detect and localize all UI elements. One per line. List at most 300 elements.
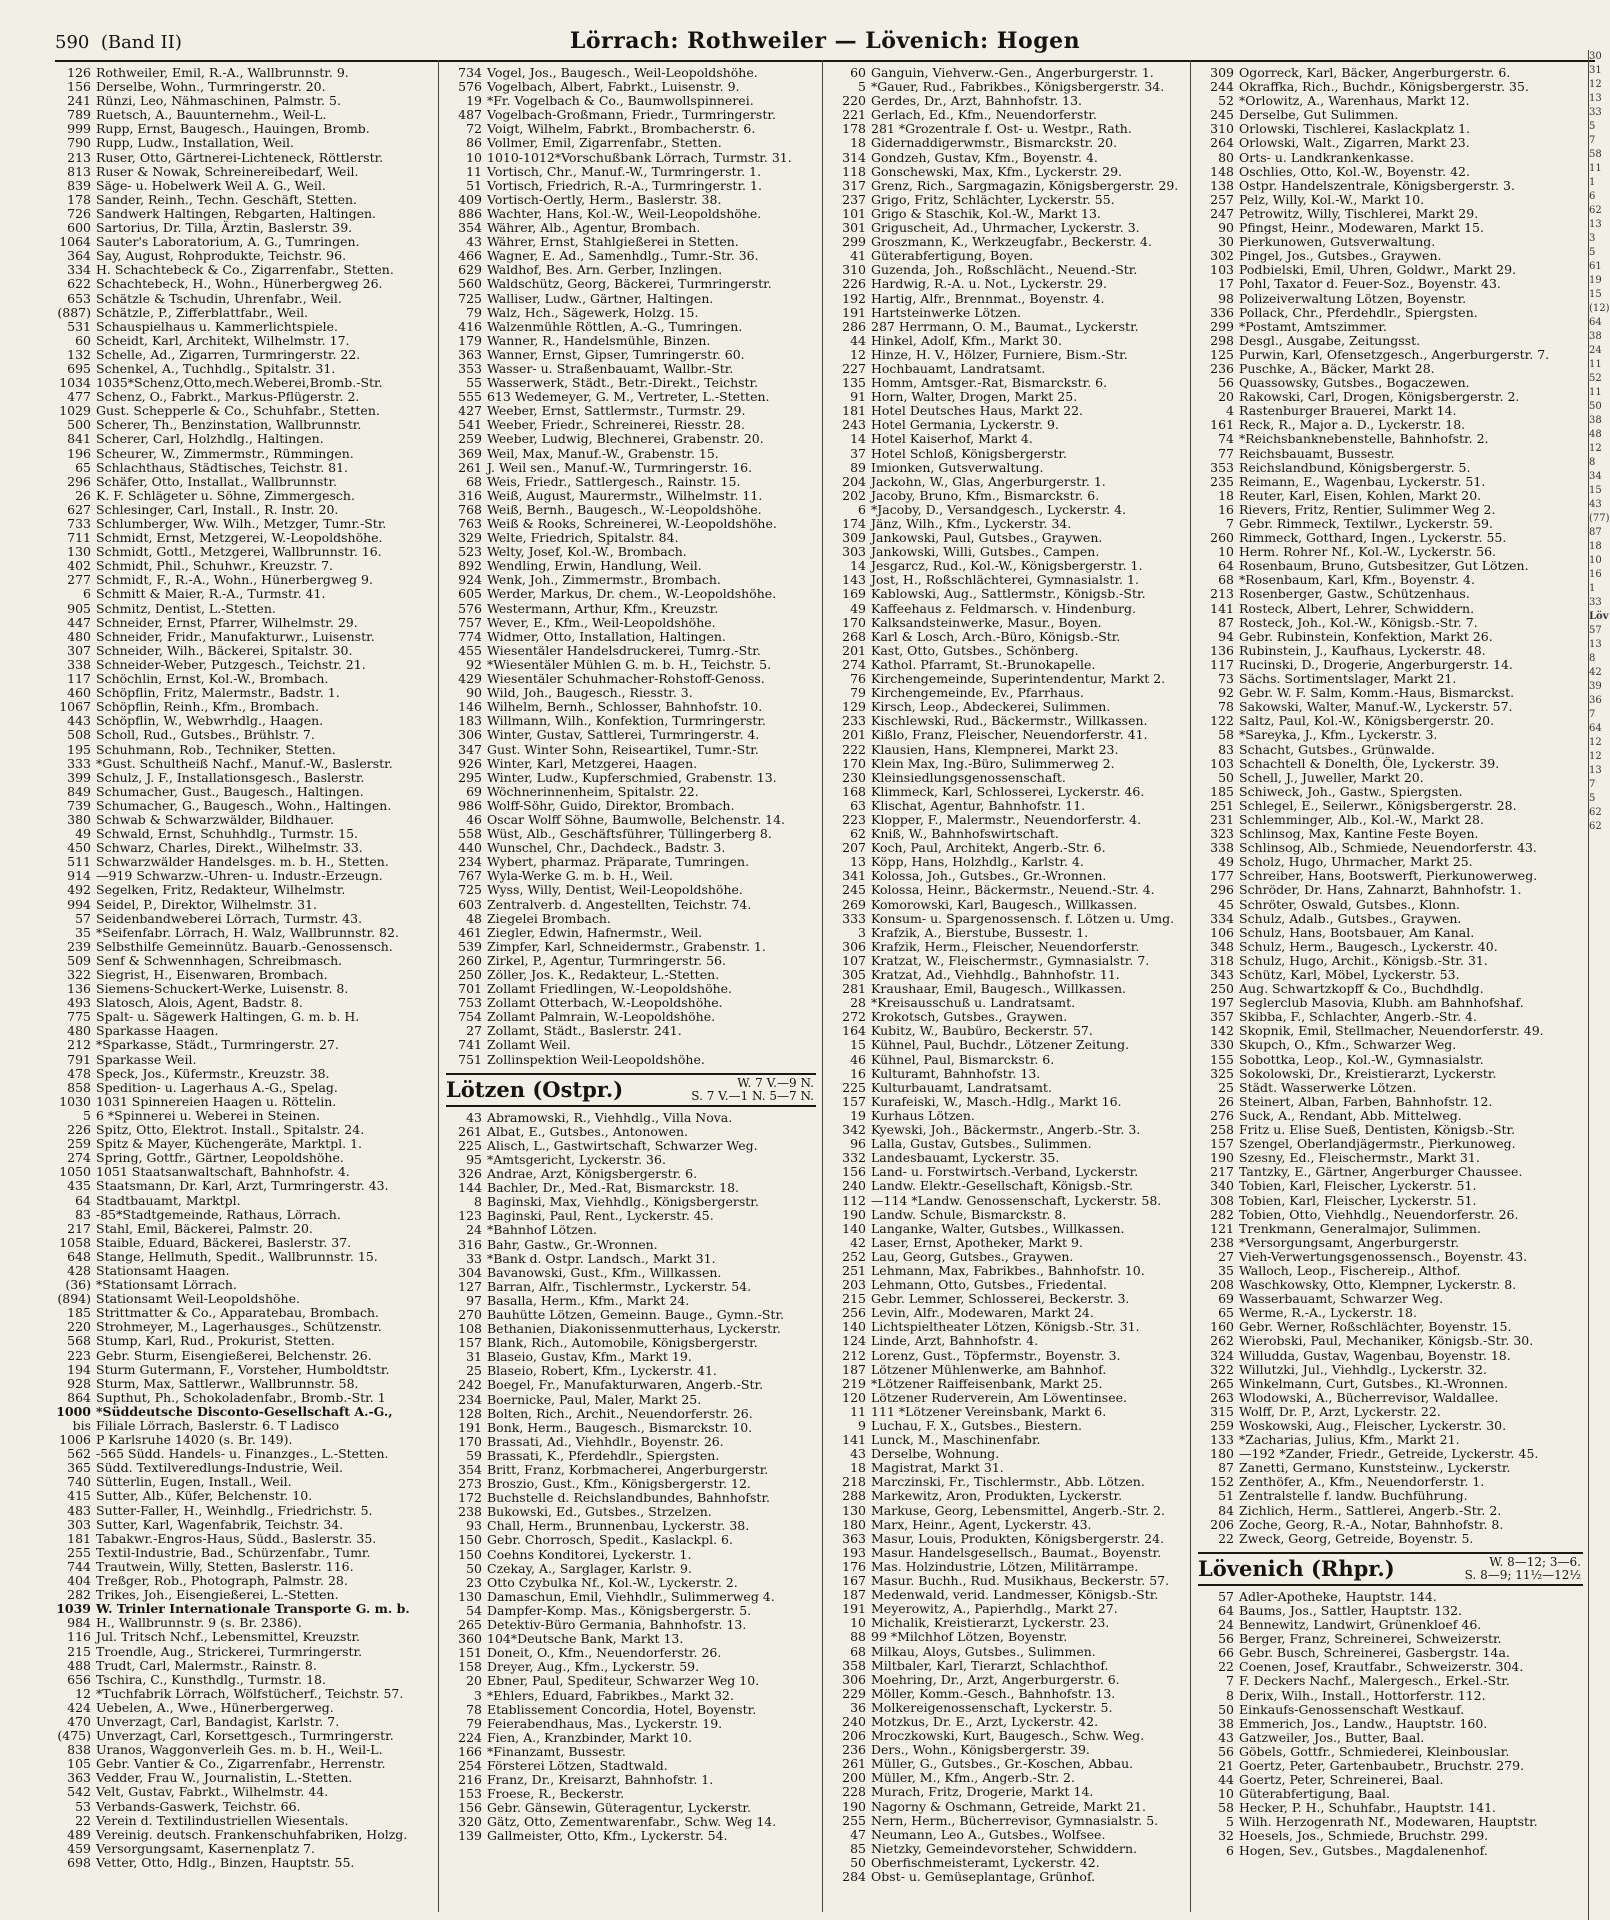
- subscriber-name: Kirsch, Leop., Abdeckerei, Sulimmen.: [871, 699, 1111, 715]
- phone-number: 197: [1210, 995, 1234, 1011]
- phone-number: 157: [1210, 1136, 1234, 1152]
- subscriber-name: Währer, Alb., Agentur, Brombach.: [487, 220, 701, 236]
- subscriber-name: Schreiber, Hans, Bootswerft, Pierkunowerweg.: [1239, 868, 1538, 884]
- phone-number: 332: [842, 1150, 866, 1166]
- directory-entry: [830, 728, 1185, 742]
- phone-number: 905: [67, 600, 91, 616]
- subscriber-name: Bonk, Herm., Baugesch., Bismarckstr. 10.: [487, 1419, 753, 1435]
- directory-entry: [446, 1167, 816, 1181]
- phone-number: 333: [67, 755, 91, 771]
- subscriber-name: Tabakwr.-Engros-Haus, Südd., Baslerstr. 35.: [96, 1530, 377, 1546]
- subscriber-name: Wanner, R., Handelsmühle, Binzen.: [487, 332, 711, 348]
- subscriber-name: Schmitt & Maier, R.-A., Turmstr. 41.: [96, 586, 326, 602]
- phone-number: 97: [466, 1292, 482, 1308]
- directory-entry: [1198, 1377, 1583, 1391]
- phone-number: 150: [458, 1546, 482, 1562]
- phone-number: 404: [67, 1573, 91, 1589]
- directory-entry: [446, 1646, 816, 1660]
- subscriber-name: Rosteck, Joh., Kol.-W., Königsb.-Str. 7.: [1239, 614, 1478, 630]
- phone-number: 250: [1210, 981, 1234, 997]
- subscriber-name: *Kreisausschuß u. Landratsamt.: [871, 995, 1076, 1011]
- subscriber-name: Wyla-Werke G. m. b. H., Weil.: [487, 868, 674, 884]
- directory-entry: [55, 771, 430, 785]
- phone-number: 68: [850, 1643, 866, 1659]
- directory-entry: [830, 1673, 1185, 1687]
- subscriber-name: Gebr. Sturm, Eisengießerei, Belchenstr. 26.: [96, 1347, 372, 1363]
- phone-number: 725: [458, 290, 482, 306]
- subscriber-name: Unverzagt, Carl, Korsettgesch., Turmringerstr.: [96, 1728, 394, 1744]
- directory-entry: [830, 165, 1185, 179]
- directory-entry: [830, 1151, 1185, 1165]
- edge-number: 8: [1589, 457, 1596, 468]
- subscriber-name: Kast, Otto, Gutsbes., Schönberg.: [871, 642, 1079, 658]
- directory-entry: [55, 940, 430, 954]
- column-4-entries: [1198, 66, 1583, 1546]
- phone-number: 303: [842, 544, 866, 560]
- subscriber-name: Uranos, Waggonverleih Ges. m. b. H., Weil-L.: [96, 1742, 383, 1758]
- phone-number: 260: [1210, 530, 1234, 546]
- subscriber-name: Weiß & Rooks, Schreinerei, W.-Leopoldshöhe.: [487, 516, 777, 531]
- subscriber-name: Hecker, P. H., Schuhfabr., Hauptstr. 141.: [1239, 1800, 1497, 1816]
- phone-number: 308: [1210, 1192, 1234, 1208]
- phone-number: 176: [842, 1558, 866, 1574]
- directory-entry: [830, 799, 1185, 813]
- subscriber-name: Masur. Handelsgesellsch., Baumat., Boyenstr.: [871, 1544, 1162, 1560]
- directory-entry: [55, 1659, 430, 1673]
- subscriber-name: *Tuchfabrik Lörrach, Wölfstücherf., Teichstr. 57.: [96, 1685, 404, 1701]
- subscriber-name: Uebelen, A., Wwe., Hünerbergerweg.: [96, 1699, 334, 1715]
- subscriber-name: Ruser & Nowak, Schreinereibedarf, Weil.: [96, 163, 359, 179]
- phone-number: 74: [1218, 431, 1234, 447]
- phone-number: 201: [842, 727, 866, 743]
- subscriber-name: Sander, Reinh., Techn. Geschäft, Stetten.: [96, 191, 358, 207]
- subscriber-name: Spitz, Otto, Elektrot. Install., Spitalstr. 24.: [96, 1122, 365, 1138]
- directory-entry: [1198, 1759, 1583, 1773]
- subscriber-name: Zentralstelle f. landw. Buchführung.: [1239, 1488, 1468, 1504]
- directory-entry: [1198, 1405, 1583, 1419]
- subscriber-name: Gonschewski, Max, Kfm., Lyckerstr. 29.: [871, 163, 1123, 179]
- subscriber-name: Dampfer-Komp. Mas., Königsbergerstr. 5.: [487, 1602, 752, 1618]
- phone-number: 336: [1210, 304, 1234, 320]
- subscriber-name: Molkereigenossenschaft, Lyckerstr. 5.: [871, 1699, 1113, 1715]
- directory-entry: [830, 320, 1185, 334]
- subscriber-name: Güterabfertigung, Baal.: [1239, 1786, 1391, 1802]
- subscriber-name: Nern, Herm., Bücherrevisor, Gymnasialstr. 5.: [871, 1812, 1159, 1828]
- edge-number: 24: [1589, 345, 1602, 356]
- phone-number: 733: [67, 516, 91, 531]
- phone-number: 317: [842, 177, 866, 193]
- subscriber-name: Weiß, August, Maurermstr., Wilhelmstr. 11.: [487, 487, 763, 503]
- directory-entry: [55, 263, 430, 277]
- directory-entry: [446, 447, 816, 461]
- subscriber-name: Kirchengemeinde, Superintendentur, Markt 2.: [871, 671, 1166, 687]
- phone-number: 221: [842, 107, 866, 123]
- phone-number: 164: [842, 1023, 866, 1039]
- subscriber-name: Vogel, Jos., Baugesch., Weil-Leopoldshöhe.: [487, 65, 758, 80]
- directory-entry: [446, 1053, 816, 1067]
- subscriber-name: 99 *Milchhof Lötzen, Boyenstr.: [871, 1629, 1068, 1645]
- column-2-loetzen-entries: [446, 1111, 816, 1844]
- subscriber-name: -85*Stadtgemeinde, Rathaus, Lörrach.: [96, 1206, 341, 1222]
- subscriber-name: Sütterlin, Eugen, Install., Weil.: [96, 1474, 292, 1490]
- subscriber-name: Homm, Amtsger.-Rat, Bismarckstr. 6.: [871, 375, 1108, 391]
- hours-weekday: W. 7 V.—9 N.: [737, 1075, 814, 1090]
- directory-entry: [55, 700, 430, 714]
- phone-number: 196: [67, 445, 91, 461]
- phone-number: 142: [1210, 1023, 1234, 1039]
- directory-entry: [830, 1165, 1185, 1179]
- phone-number: 262: [1210, 1333, 1234, 1349]
- phone-number: 208: [1210, 1277, 1234, 1293]
- phone-number: 6: [858, 501, 866, 517]
- subscriber-name: Wilh. Herzogenrath Nf., Modewaren, Hauptstr.: [1239, 1814, 1538, 1830]
- directory-entry: [55, 1363, 430, 1377]
- phone-number: 190: [842, 1798, 866, 1814]
- phone-number: 57: [1218, 1588, 1234, 1604]
- subscriber-name: Schmidt, Ernst, Metzgerei, W.-Leopoldshöhe.: [96, 530, 383, 546]
- directory-entry: [830, 404, 1185, 418]
- phone-number: 207: [842, 840, 866, 856]
- phone-number: 122: [1210, 713, 1234, 729]
- phone-number: 648: [67, 1248, 91, 1264]
- directory-entry: [1198, 292, 1583, 306]
- directory-entry: [830, 221, 1185, 235]
- directory-entry: [446, 1604, 816, 1618]
- edge-number: 31: [1589, 65, 1602, 76]
- subscriber-name: Rubinstein, J., Kaufhaus, Lyckerstr. 48.: [1239, 642, 1486, 658]
- directory-entry: [1198, 1844, 1583, 1858]
- subscriber-name: Schenz, O., Fabrkt., Markus-Pflügerstr. 2.: [96, 389, 360, 405]
- phone-number: 14: [850, 558, 866, 574]
- directory-entry: [1198, 996, 1583, 1010]
- directory-entry: [446, 686, 816, 700]
- phone-number: 354: [458, 1462, 482, 1477]
- phone-number: 65: [75, 459, 91, 475]
- subscriber-name: Lehmann, Otto, Gutsbes., Friedental.: [871, 1277, 1108, 1293]
- subscriber-name: Moehring, Dr., Arzt, Angerburgerstr. 6.: [871, 1671, 1120, 1687]
- phone-number: 141: [842, 1432, 866, 1448]
- directory-entry: [55, 898, 430, 912]
- phone-number: 179: [458, 332, 482, 348]
- directory-entry: [55, 545, 430, 559]
- subscriber-name: Hardwig, R.-A. u. Not., Lyckerstr. 29.: [871, 276, 1107, 292]
- directory-entry: [446, 277, 816, 291]
- phone-number: 303: [67, 1516, 91, 1532]
- subscriber-name: Filiale Lörrach, Baslerstr. 6. T Ladisco: [96, 1418, 340, 1433]
- directory-entry: [55, 841, 430, 855]
- subscriber-name: 104*Deutsche Bank, Markt 13.: [487, 1631, 684, 1647]
- subscriber-name: Karl & Losch, Arch.-Büro, Königsb.-Str.: [871, 628, 1121, 644]
- phone-number: 146: [458, 699, 482, 715]
- header-rule: [55, 60, 1595, 62]
- directory-entry: [55, 1292, 430, 1306]
- subscriber-name: Kraushaar, Emil, Baugesch., Willkassen.: [871, 981, 1127, 997]
- subscriber-name: Winter, Ludw., Kupferschmied, Grabenstr. 13.: [487, 769, 777, 785]
- subscriber-name: *Versorgungsamt, Angerburgerstr.: [1239, 1234, 1460, 1250]
- phone-number: 216: [458, 1772, 482, 1788]
- directory-entry: [446, 193, 816, 207]
- section-title-loetzen: Lötzen (Ostpr.): [446, 1076, 624, 1102]
- phone-number: 217: [1210, 1164, 1234, 1180]
- directory-entry: [446, 940, 816, 954]
- subscriber-name: Doneit, O., Kfm., Neuendorferstr. 26.: [487, 1645, 722, 1661]
- subscriber-name: Ruser, Otto, Gärtnerei-Lichteneck, Röttlerstr.: [96, 149, 384, 165]
- phone-number: 25: [466, 1363, 482, 1379]
- subscriber-name: Schell, J., Juweller, Markt 20.: [1239, 769, 1424, 785]
- directory-entry: [830, 940, 1185, 954]
- directory-entry: [55, 1391, 430, 1405]
- phone-number: 323: [1210, 826, 1234, 842]
- subscriber-name: Vereinig. deutsch. Frankenschuhfabriken, Holzg.: [96, 1826, 408, 1842]
- subscriber-name: Spalt- u. Sägewerk Haltingen, G. m. b. H.: [96, 1009, 360, 1025]
- phone-number: 177: [1210, 868, 1234, 884]
- phone-number: 213: [67, 149, 91, 165]
- phone-number: 568: [67, 1333, 91, 1349]
- subscriber-name: Weeber, Ernst, Sattlermstr., Turmstr. 29.: [487, 403, 746, 419]
- phone-number: 234: [458, 854, 482, 870]
- directory-entry: [1198, 940, 1583, 954]
- phone-number: 51: [466, 177, 482, 193]
- phone-number: 261: [458, 1123, 482, 1139]
- subscriber-name: Obst- u. Gemüseplantage, Grünhof.: [871, 1869, 1096, 1884]
- subscriber-name: Rastenburger Brauerei, Markt 14.: [1239, 403, 1457, 419]
- directory-entry: [1198, 672, 1583, 686]
- directory-entry: [1198, 827, 1583, 841]
- subscriber-name: Köpp, Hans, Holzhdlg., Karlstr. 4.: [871, 854, 1084, 870]
- column-divider: [822, 60, 823, 1912]
- directory-entry: [1198, 1489, 1583, 1503]
- subscriber-name: Hoesels, Jos., Schmiede, Bruchstr. 299.: [1239, 1828, 1489, 1844]
- phone-number: 296: [67, 473, 91, 489]
- directory-entry: [446, 602, 816, 616]
- phone-number: 508: [67, 727, 91, 743]
- phone-number: 307: [67, 642, 91, 658]
- subscriber-name: Wolff, Dr. P., Arzt, Lyckerstr. 22.: [1239, 1403, 1441, 1419]
- column-divider: [438, 60, 439, 1912]
- subscriber-name: Wanner, Ernst, Gipser, Tumringerstr. 60.: [487, 346, 745, 362]
- phone-number: 66: [1218, 1645, 1234, 1661]
- phone-number: 562: [67, 1446, 91, 1462]
- edge-number: 1: [1589, 583, 1596, 594]
- edge-number: 15: [1589, 289, 1602, 300]
- directory-entry: [55, 80, 430, 94]
- directory-entry: [1198, 898, 1583, 912]
- subscriber-name: Boegel, Fr., Manufakturwaren, Angerb.-Str.: [487, 1377, 764, 1393]
- subscriber-name: Lau, Georg, Gutsbes., Graywen.: [871, 1248, 1074, 1264]
- directory-entry: [446, 587, 816, 601]
- subscriber-name: Stump, Karl, Rud., Prokurist, Stetten.: [96, 1333, 335, 1349]
- phone-number: 322: [1210, 1361, 1234, 1377]
- column-4-loevenich-entries: [1198, 1590, 1583, 1858]
- subscriber-name: Medenwald, verid. Landmesser, Königsb.-Str.: [871, 1587, 1159, 1603]
- hours-sunday: S. 8—9; 11½—12½: [1464, 1567, 1581, 1582]
- subscriber-name: Skibba, F., Schlachter, Angerb.-Str. 4.: [1239, 1009, 1477, 1025]
- phone-number: 141: [1210, 600, 1234, 616]
- directory-entry: [446, 1209, 816, 1223]
- directory-entry: [1198, 122, 1583, 136]
- subscriber-name: *Gust. Schultheiß Nachf., Manuf.-W., Baslerstr.: [96, 755, 393, 771]
- subscriber-name: Supthut, Ph., Schokoladenfabr., Bromb.-Str. 1: [96, 1389, 386, 1405]
- directory-entry: [55, 869, 430, 883]
- phone-number: 252: [842, 1248, 866, 1264]
- subscriber-name: Müller, G., Gutsbes., Gr.-Koschen, Abbau.: [871, 1756, 1134, 1772]
- directory-entry: [1198, 1829, 1583, 1843]
- phone-number: 10: [1218, 1786, 1234, 1802]
- phone-number: 364: [67, 248, 91, 264]
- phone-number: 18: [1218, 487, 1234, 503]
- subscriber-name: Schauspielhaus u. Kammerlichtspiele.: [96, 318, 338, 334]
- phone-number: 43: [1218, 1729, 1234, 1745]
- directory-entry: [55, 1123, 430, 1137]
- subscriber-name: Schmidt, F., R.-A., Wohn., Hünerbergweg 9.: [96, 572, 373, 588]
- subscriber-name: Quassowsky, Gutsbes., Bogaczewen.: [1239, 375, 1470, 391]
- subscriber-name: Krafzik, Herm., Fleischer, Neuendorferstr.: [871, 938, 1140, 954]
- phone-number: 169: [842, 586, 866, 602]
- phone-number: 343: [1210, 967, 1234, 982]
- phone-number: 360: [458, 1631, 482, 1647]
- subscriber-name: *Süddeutsche Disconto-Gesellschaft A.-G.,: [96, 1403, 393, 1419]
- phone-number: 79: [466, 1715, 482, 1731]
- edge-number: 12: [1589, 751, 1602, 762]
- phone-number: 6: [1226, 1842, 1234, 1858]
- subscriber-name: Reichsbauamt, Bussestr.: [1239, 445, 1395, 461]
- directory-entry: [1198, 855, 1583, 869]
- subscriber-name: Schwald, Ernst, Schuhhdlg., Turmstr. 15.: [96, 826, 359, 842]
- subscriber-name: Schröter, Oswald, Gutsbes., Klonn.: [1239, 896, 1460, 912]
- directory-entry: [446, 1435, 816, 1449]
- subscriber-name: Bennewitz, Landwirt, Grünenkloef 46.: [1239, 1617, 1482, 1633]
- directory-entry: [446, 1731, 816, 1745]
- directory-entry: [55, 1250, 430, 1264]
- directory-entry: [830, 1715, 1185, 1729]
- directory-entry: [446, 235, 816, 249]
- directory-entry: [1198, 1292, 1583, 1306]
- phone-number: 354: [458, 220, 482, 236]
- directory-entry: [446, 1773, 816, 1787]
- subscriber-name: Imionken, Gutsverwaltung.: [871, 459, 1044, 475]
- directory-entry: [446, 912, 816, 926]
- subscriber-name: Textil-Industrie, Bad., Schürzenfabr., Tumr.: [96, 1544, 371, 1560]
- subscriber-name: Zirkel, P., Agentur, Turmringerstr. 56.: [487, 952, 726, 968]
- directory-entry: [830, 503, 1185, 517]
- directory-entry: [1198, 1179, 1583, 1193]
- phone-number: 892: [458, 558, 482, 574]
- subscriber-name: Waldschütz, Georg, Bäckerei, Turmringerstr.: [487, 276, 772, 292]
- phone-number: 288: [842, 1488, 866, 1504]
- subscriber-name: Stationsamt Haagen.: [96, 1262, 230, 1278]
- directory-entry: [446, 559, 816, 573]
- directory-entry: [446, 644, 816, 658]
- directory-entry: [446, 1759, 816, 1773]
- directory-entry: [1198, 418, 1583, 432]
- phone-number: 25: [1218, 1079, 1234, 1095]
- subscriber-name: Milkau, Aloys, Gutsbes., Sulimmen.: [871, 1643, 1096, 1659]
- phone-number: 9: [858, 1418, 866, 1433]
- subscriber-name: Abramowski, R., Viehhdlg., Villa Nova.: [487, 1109, 733, 1125]
- edge-number: (12): [1589, 303, 1610, 314]
- directory-entry: [830, 1532, 1185, 1546]
- phone-number: 256: [842, 1305, 866, 1321]
- subscriber-name: Gondzeh, Gustav, Kfm., Boyenstr. 4.: [871, 149, 1098, 165]
- directory-entry: [830, 1053, 1185, 1067]
- phone-number: 206: [1210, 1516, 1234, 1532]
- phone-number: 260: [458, 952, 482, 968]
- subscriber-name: Ziegler, Edwin, Hafnermstr., Weil.: [487, 924, 703, 940]
- phone-number: 144: [458, 1180, 482, 1196]
- phone-number: 341: [842, 868, 866, 884]
- directory-entry: [1198, 743, 1583, 757]
- phone-number: 984: [67, 1615, 91, 1631]
- edge-number: 62: [1589, 807, 1602, 818]
- phone-number: 63: [850, 797, 866, 813]
- subscriber-name: Grigo & Staschik, Kol.-W., Markt 13.: [871, 205, 1101, 221]
- directory-entry: [1198, 489, 1583, 503]
- subscriber-name: Wagner, E. Ad., Samenhdlg., Tumr.-Str. 36.: [487, 248, 759, 264]
- subscriber-name: Bolten, Rich., Archit., Neuendorferstr. 26.: [487, 1405, 753, 1421]
- directory-entry: [830, 1222, 1185, 1236]
- directory-entry: [830, 1729, 1185, 1743]
- directory-entry: [446, 108, 816, 122]
- subscriber-name: Boernicke, Paul, Maler, Markt 25.: [487, 1391, 702, 1407]
- page-header: [55, 28, 1595, 64]
- phone-number: 41: [850, 248, 866, 264]
- directory-entry: [1198, 1165, 1583, 1179]
- phone-number: 304: [458, 1264, 482, 1280]
- phone-number: 286: [842, 318, 866, 334]
- subscriber-name: Bavanowski, Gust., Kfm., Willkassen.: [487, 1264, 722, 1280]
- phone-number: 914: [67, 868, 91, 884]
- phone-number: 60: [850, 65, 866, 80]
- subscriber-name: Froese, R., Beckerstr.: [487, 1786, 625, 1802]
- subscriber-name: Pollack, Chr., Pferdehdlr., Spiergsten.: [1239, 304, 1478, 320]
- directory-entry: [55, 559, 430, 573]
- directory-entry: [830, 630, 1185, 644]
- phone-number: 43: [466, 1109, 482, 1125]
- edge-number: 87: [1589, 527, 1602, 538]
- directory-entry: [55, 743, 430, 757]
- directory-entry: [446, 1674, 816, 1688]
- phone-number: 192: [842, 290, 866, 306]
- directory-entry: [1198, 644, 1583, 658]
- subscriber-name: —114 *Landw. Genossenschaft, Lyckerstr. 58.: [871, 1192, 1162, 1208]
- directory-entry: [55, 193, 430, 207]
- subscriber-name: Steinert, Alban, Farben, Bahnhofstr. 12.: [1239, 1093, 1493, 1109]
- phone-number: 58: [1218, 727, 1234, 743]
- directory-entry: [830, 1757, 1185, 1771]
- directory-entry: [830, 1179, 1185, 1193]
- phone-number: 48: [466, 910, 482, 926]
- subscriber-name: Alisch, L., Gastwirtschaft, Schwarzer Weg.: [487, 1137, 758, 1153]
- subscriber-name: Britt, Franz, Korbmacherei, Angerburgerstr.: [487, 1462, 769, 1477]
- subscriber-name: Schachtell & Donelth, Öle, Lyckerstr. 39.: [1239, 755, 1500, 771]
- directory-entry: [55, 982, 430, 996]
- phone-number: 726: [67, 205, 91, 221]
- subscriber-name: Suck, A., Rendant, Abb. Mittelweg.: [1239, 1107, 1462, 1123]
- directory-entry: [55, 1560, 430, 1574]
- phone-number: 245: [842, 882, 866, 898]
- directory-entry: [55, 432, 430, 446]
- directory-entry: [446, 390, 816, 404]
- phone-number: 342: [842, 1122, 866, 1138]
- phone-number: 14: [850, 431, 866, 447]
- phone-number: 68: [1218, 572, 1234, 588]
- directory-entry: [1198, 390, 1583, 404]
- directory-entry: [446, 1491, 816, 1505]
- subscriber-name: Kischlewski, Rud., Bäckermstr., Willkassen.: [871, 713, 1148, 729]
- directory-entry: [55, 390, 430, 404]
- phone-number: 185: [67, 1305, 91, 1321]
- subscriber-name: Schlinsog, Max, Kantine Feste Boyen.: [1239, 826, 1479, 842]
